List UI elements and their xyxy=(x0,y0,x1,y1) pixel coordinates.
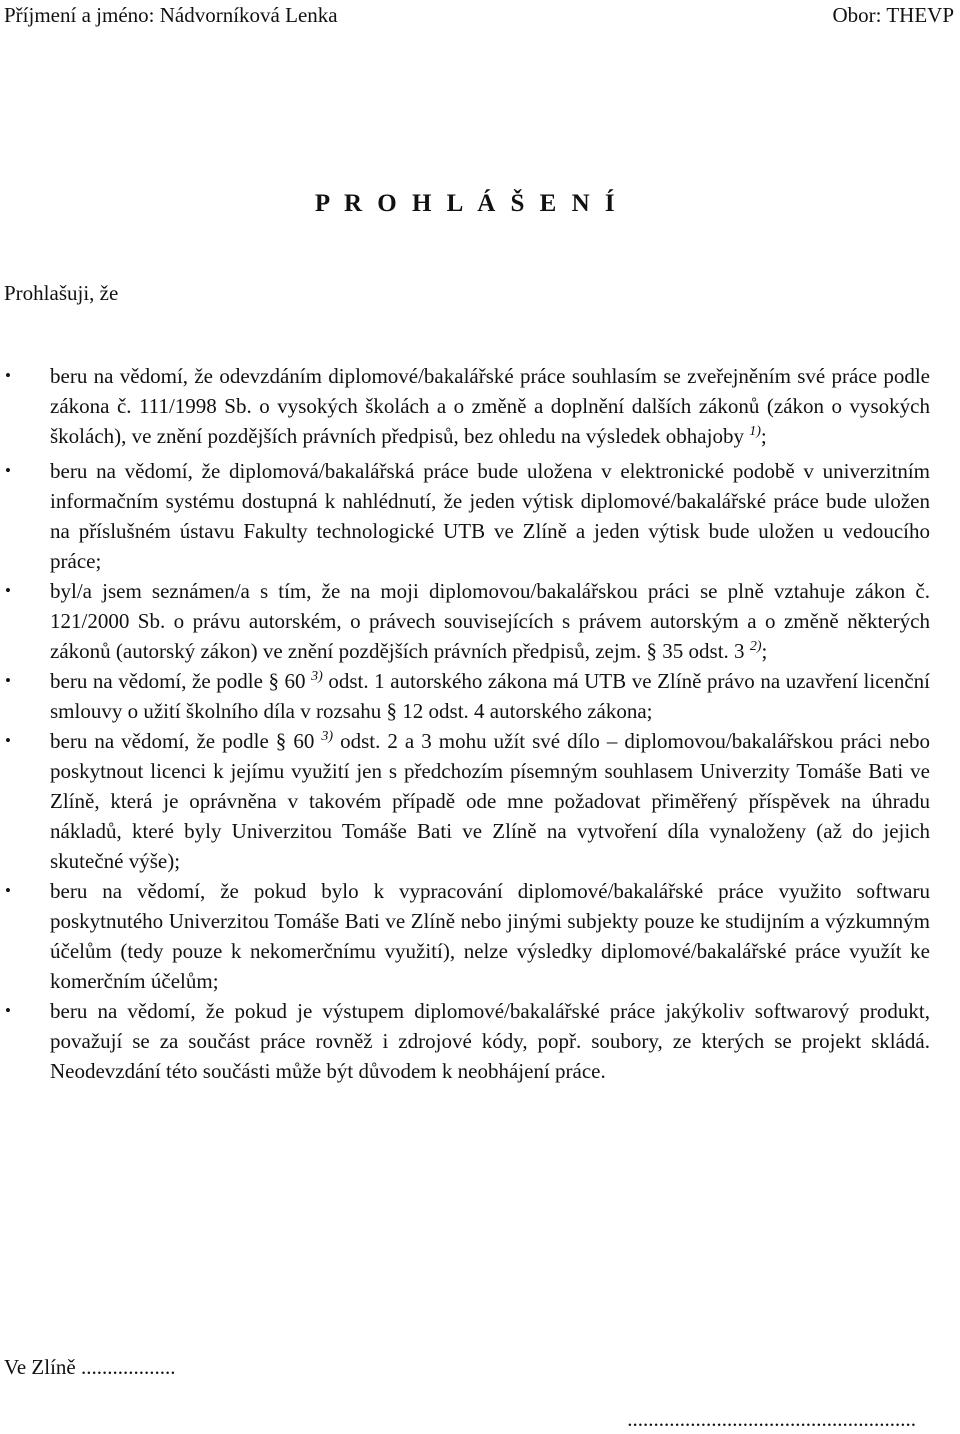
place-date-line: Ve Zlíně .................. xyxy=(4,1355,176,1379)
item-text: beru na vědomí, že pokud je výstupem diplomové/bakalářské práce jakýkoliv softwarový produkt, považují se za součást práce rovněž i zdrojové kódy, popř. soubory, ze kterých se projekt skládá. Neodevzdání této součásti může být důvodem k neobhájení práce. xyxy=(50,999,930,1083)
footnote-ref: 1) xyxy=(749,424,761,439)
item-text-end: odst. 1 autorského zákona má UTB ve Zlíně právo na uzavření licenční smlouvy o užití školního díla v rozsahu § 12 odst. 4 autorského zákona; xyxy=(50,669,931,723)
page-title: P R O H L Á Š E N Í xyxy=(314,190,620,217)
item-text-end: ; xyxy=(761,639,768,663)
footnote-ref: 3) xyxy=(311,669,323,684)
declaration-list xyxy=(0,361,930,1086)
item-text-end: odst. 2 a 3 mohu užít své dílo – diplomovou/bakalářskou práci nebo poskytnout licenci k jejímu využití jen s předchozím písemným souhlasem Univerzity Tomáše Bati ve Zlíně, která je oprávněna v takovém případě ode mne požadovat přiměřený příspěvek na úhradu nákladů, které byly Univerzitou Tomáše Bati ve Zlíně na vytvoření díla vynaloženy (až do jejich skutečné výše); xyxy=(50,729,931,873)
intro-text: Prohlašuji, že xyxy=(4,281,119,305)
item-text-end: ; xyxy=(760,424,767,448)
bullet-icon: • xyxy=(5,881,11,900)
list-item xyxy=(0,876,930,996)
footnote-ref: 3) xyxy=(321,729,334,744)
bullet-icon: • xyxy=(5,1001,11,1020)
bullet-icon: • xyxy=(5,671,11,690)
bullet-icon: • xyxy=(5,581,11,600)
list-item xyxy=(0,576,930,666)
list-item xyxy=(0,456,930,576)
item-text: byl/a jsem seznámen/a s tím, že na moji diplomovou/bakalářskou práci se plně vztahuje zákon č. 121/2000 Sb. o právu autorském, o právech souvisejících s právem autorským a o změně některých zákonů (autorský zákon) ve znění pozdějších právních předpisů, zejm. § 35 odst. 3 xyxy=(50,579,930,663)
bullet-icon: • xyxy=(5,366,11,385)
footnote-ref: 2) xyxy=(749,639,762,654)
list-item xyxy=(0,666,930,726)
item-text: beru na vědomí, že podle § 60 xyxy=(50,669,306,693)
list-item xyxy=(0,726,930,876)
page-header xyxy=(4,0,954,30)
list-item xyxy=(0,361,930,451)
list-item xyxy=(0,996,930,1086)
study-field: Obor: THEVP xyxy=(832,3,954,27)
bullet-icon: • xyxy=(5,461,11,480)
signature-line: ....................................................... xyxy=(627,1407,916,1431)
item-text: beru na vědomí, že diplomová/bakalářská práce bude uložena v elektronické podobě v univerzitním informačním systému dostupná k nahlédnutí, že jeden výtisk diplomové/bakalářské práce bude uložen na příslušném ústavu Fakulty technologické UTB ve Zlíně a jeden výtisk bude uložen u vedoucího práce; xyxy=(50,459,930,573)
bullet-icon: • xyxy=(5,731,11,750)
student-name: Příjmení a jméno: Nádvorníková Lenka xyxy=(4,3,338,27)
item-text: beru na vědomí, že odevzdáním diplomové/bakalářské práce souhlasím se zveřejněním své práce podle zákona č. 111/1998 Sb. o vysokých školách a o změně a doplnění dalších zákonů (zákon o vysokých školách), ve znění pozdějších právních předpisů, bez ohledu na výsledek obhajoby xyxy=(50,364,930,448)
item-text: beru na vědomí, že podle § 60 xyxy=(50,729,315,753)
item-text: beru na vědomí, že pokud bylo k vypracování diplomové/bakalářské práce využito softwaru poskytnutého Univerzitou Tomáše Bati ve Zlíně nebo jinými subjekty pouze ke studijním a výzkumným účelům (tedy pouze k nekomerčnímu využití), nelze výsledky diplomové/bakalářské práce využít ke komerčním účelům; xyxy=(50,879,930,993)
